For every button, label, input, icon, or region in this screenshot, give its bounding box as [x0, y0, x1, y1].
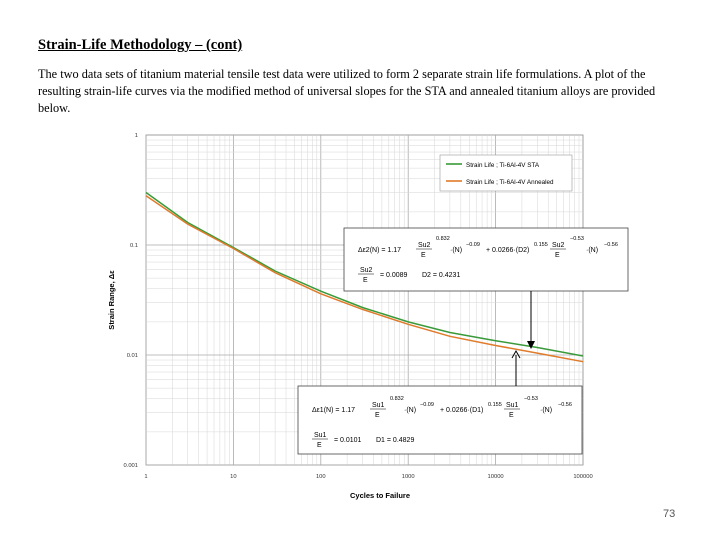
eq-ann-frac2-bottom: E — [509, 412, 514, 419]
legend-label-sta: Strain Life ; Ti-6Al-4V STA — [466, 162, 540, 169]
eq-ann-term2: + 0.0266·(D1) — [440, 407, 484, 414]
eq-ann-term3-tail: ·(N) — [540, 407, 553, 414]
eq-ann-def-lhs: Su1 — [314, 432, 327, 439]
y-tick-label: 0.001 — [123, 463, 138, 469]
eq-ann-exp1: 0.832 — [390, 396, 404, 402]
eq-ann-term1-tail: ·(N) — [404, 407, 417, 414]
x-tick-label: 10000 — [487, 474, 504, 480]
eq-sta-lhs: Δε2(N) = 1.17 — [358, 247, 402, 254]
eq-sta-exp5: −0.56 — [604, 242, 618, 248]
equation-box-sta — [344, 228, 628, 291]
eq-ann-exp4: −0.53 — [524, 396, 538, 402]
body-paragraph: The two data sets of titanium material tensile test data were utilized to form 2 separate strain life formulations. A plot of the resulting strain-life curves via the modified method of universal slopes for the STA and annealed titanium alloys are provided below. — [38, 67, 656, 115]
eq-sta-frac-top: Su2 — [418, 242, 431, 249]
eq-ann-def-rhs: = 0.0101 — [334, 437, 362, 444]
eq-sta-def-e: E — [363, 277, 368, 284]
eq-sta-exp4: −0.53 — [570, 236, 584, 242]
eq-sta-frac2-top: Su2 — [552, 242, 565, 249]
eq-ann-frac-bottom: E — [375, 412, 380, 419]
eq-ann-lhs: Δε1(N) = 1.17 — [312, 407, 356, 414]
eq-ann-def2: D1 = 0.4829 — [376, 437, 415, 444]
eq-ann-frac2-top: Su1 — [506, 402, 519, 409]
eq-ann-exp3: 0.155 — [488, 402, 502, 408]
y-tick-label: 0.1 — [129, 243, 138, 249]
x-axis-label: Cycles to Failure — [349, 491, 411, 500]
y-axis-label: Strain Range, Δε — [107, 270, 116, 330]
eq-sta-frac2-bottom: E — [555, 252, 560, 259]
eq-sta-exp2: −0.09 — [466, 242, 480, 248]
x-tick-label: 1 — [144, 474, 148, 480]
eq-ann-exp2: −0.09 — [420, 402, 434, 408]
eq-ann-exp5: −0.56 — [558, 402, 572, 408]
eq-ann-def-e: E — [317, 442, 322, 449]
page-number: 73 — [663, 508, 676, 520]
legend-label-annealed: Strain Life ; Ti-6Al-4V Annealed — [466, 179, 554, 186]
x-tick-label: 100 — [315, 474, 326, 480]
eq-ann-frac-top: Su1 — [372, 402, 385, 409]
eq-sta-term3-tail: ·(N) — [586, 247, 599, 254]
eq-sta-term2: + 0.0266·(D2) — [486, 247, 530, 254]
eq-sta-exp3: 0.155 — [534, 242, 548, 248]
y-tick-label: 1 — [134, 133, 138, 139]
eq-sta-def-rhs: = 0.0089 — [380, 272, 408, 279]
eq-sta-def2: D2 = 0.4231 — [422, 272, 461, 279]
x-tick-label: 10 — [230, 474, 237, 480]
eq-sta-frac-bottom: E — [421, 252, 426, 259]
slide-title: Strain-Life Methodology – (cont) — [38, 37, 243, 53]
chart-legend — [440, 155, 572, 191]
equation-box-annealed — [298, 386, 582, 454]
y-tick-label: 0.01 — [126, 353, 138, 359]
x-tick-label: 100000 — [573, 474, 593, 480]
eq-sta-term1-tail: ·(N) — [450, 247, 463, 254]
eq-sta-exp1: 0.832 — [436, 236, 450, 242]
eq-sta-def-lhs: Su2 — [360, 267, 373, 274]
x-tick-label: 1000 — [401, 474, 415, 480]
